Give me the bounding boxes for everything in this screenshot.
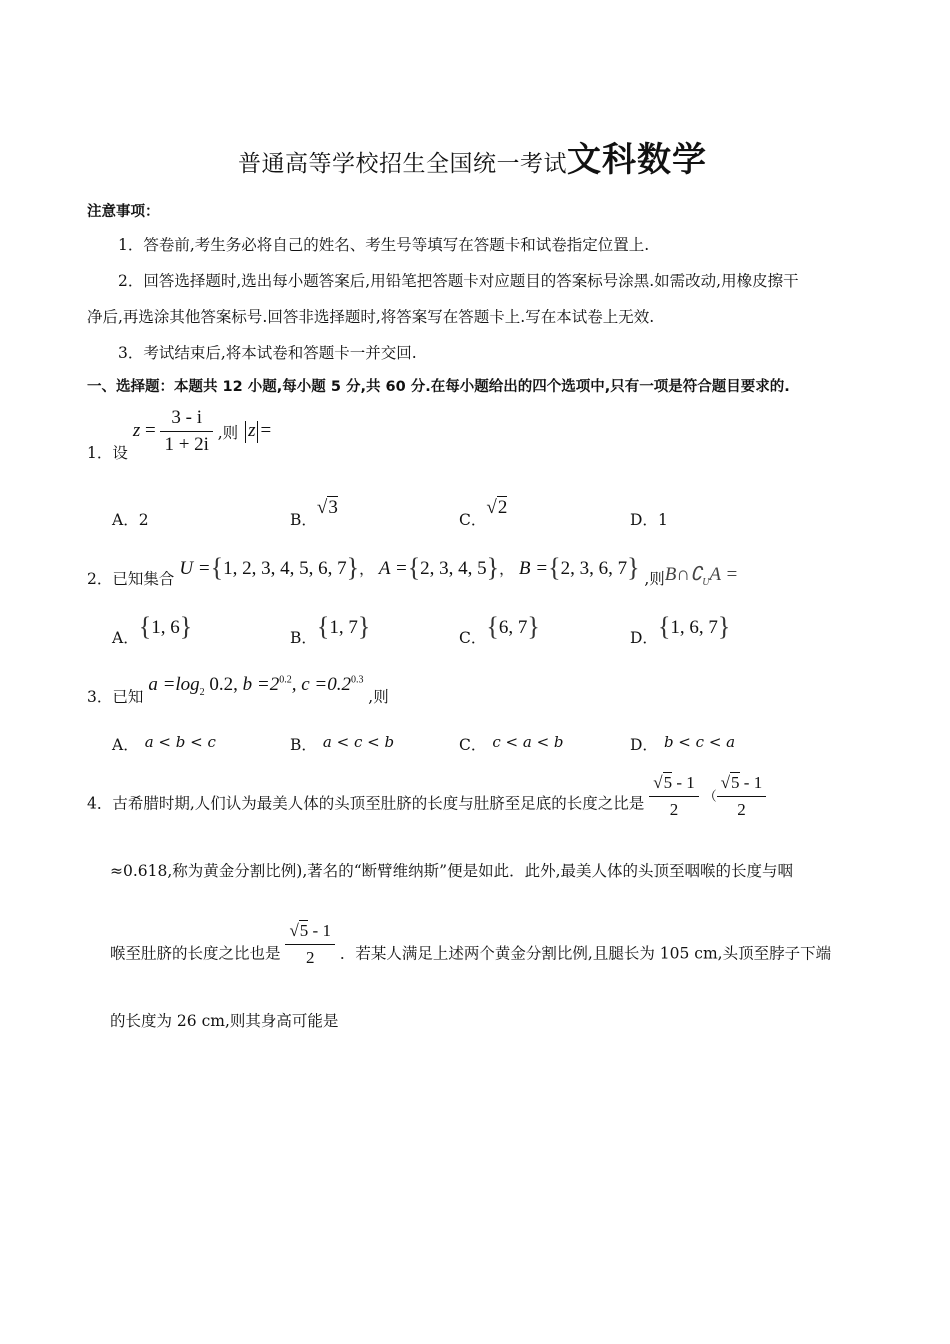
notice-item-2-cont: 净后,再选涂其他答案标号.回答非选择题时,将答案写在答题卡上.写在本试卷上无效. <box>87 308 655 326</box>
q2-u-set: 1, 2, 3, 4, 5, 6, 7 <box>223 558 347 579</box>
title-part1: 普通高等学校招生全国统一考试 <box>238 151 567 177</box>
q1-denominator: 1 + 2i <box>164 434 209 455</box>
q2-option-a: A．{1, 6} <box>112 612 193 647</box>
q1-numerator: 3 - i <box>160 405 213 432</box>
notice-item-2: 2．回答选择题时,选出每小题答案后,用铅笔把答题卡对应题目的答案标号涂黑.如需改动,用橡皮擦干 <box>118 272 799 290</box>
q1-abs-equals: = <box>260 419 272 441</box>
q3-option-d: D． b < c < a <box>630 733 736 754</box>
q2-expr: $B\cap∁_UA$ = <box>664 564 739 588</box>
q2-then: ,则 <box>644 570 665 588</box>
q1-option-d: D．1 <box>630 511 668 529</box>
q3-stem <box>87 674 389 707</box>
title-part2: 文科数学 <box>567 140 707 180</box>
q4-paren: （ <box>703 789 717 805</box>
q4-line3: 喉至肚脐的长度之比也是 $\frac{√5 - 1}{2}$ ．若某人满足上述两个黄金分割比例,且腿长为 105 cm,头顶至脖子下端 <box>110 918 831 971</box>
q1-fraction <box>160 405 213 458</box>
q3-option-b: B． a < c < b <box>290 733 395 754</box>
q1-option-c: C．√2 <box>459 497 508 529</box>
q1-option-b: B．√3 <box>290 497 338 529</box>
q2-option-c: C．{6, 7} <box>459 612 540 647</box>
q1-formula <box>132 407 218 455</box>
q1-equals: = <box>144 419 156 441</box>
notice-heading: 注意事项： <box>87 204 160 220</box>
q1-option-a: A．2 <box>112 511 149 529</box>
q2-formula: U ={1, 2, 3, 4, 5, 6, 7}， A ={2, 3, 4, 5}， B ={2, 3, 6, 7} <box>179 553 640 582</box>
q2-a-set: 2, 3, 4, 5 <box>420 558 487 579</box>
q2-stem <box>87 553 738 589</box>
q4-ratio-3: $\frac{√5 - 1}{2}$ <box>285 918 335 971</box>
q2-b: B = <box>518 558 549 579</box>
q4-text-1: 4．古希腊时期,人们认为最美人体的头顶至肚脐的长度与肚脐至足底的长度之比是 <box>87 794 645 813</box>
q1-stem <box>87 405 271 463</box>
q4-line1 <box>87 770 766 823</box>
q2-number: 2．已知集合 <box>87 570 175 588</box>
q4-line4: 的长度为 26 cm,则其身高可能是 <box>110 1012 339 1030</box>
q2-option-b: B．{1, 7} <box>290 612 371 647</box>
q2-u: U = <box>179 558 211 579</box>
q3-formula: $a =\log_2$ 0.2, $b =2^{0.2}$, $c =0.2^{0.3}$ <box>148 674 364 698</box>
page-title <box>238 132 707 181</box>
q1-z: z <box>132 419 141 441</box>
q4-ratio-2: $\frac{√5 - 1}{2}$ <box>717 770 767 823</box>
q4-ratio-1: $\frac{√5 - 1}{2}$ <box>649 770 699 823</box>
notice-item-1: 1．答卷前,考生务必将自己的姓名、考生号等填写在答题卡和试卷指定位置上. <box>118 236 650 254</box>
q3-then: ,则 <box>368 688 389 706</box>
q1-number: 1．设 <box>87 443 128 462</box>
q4-line2: ≈0.618,称为黄金分割比例),著名的“断臂维纳斯”便是如此．此外,最美人体的头顶至咽喉的长度与咽 <box>110 862 794 880</box>
q2-b-set: 2, 3, 6, 7 <box>560 558 628 579</box>
q1-then: ,则 <box>217 423 239 442</box>
notice-item-3: 3．考试结束后,将本试卷和答题卡一并交回. <box>118 344 417 362</box>
q3-number: 3．已知 <box>87 688 144 706</box>
q2-a: A = <box>378 558 408 579</box>
q2-option-d: D．{1, 6, 7} <box>630 612 731 647</box>
q3-option-c: C． c < a < b <box>459 733 564 754</box>
section1-heading: 一、选择题：本题共 12 小题,每小题 5 分,共 60 分.在每小题给出的四个选项中,只有一项是符合题目要求的. <box>87 379 790 395</box>
q1-abs: z = <box>243 420 271 441</box>
q3-option-a: A． a < b < c <box>112 733 216 754</box>
